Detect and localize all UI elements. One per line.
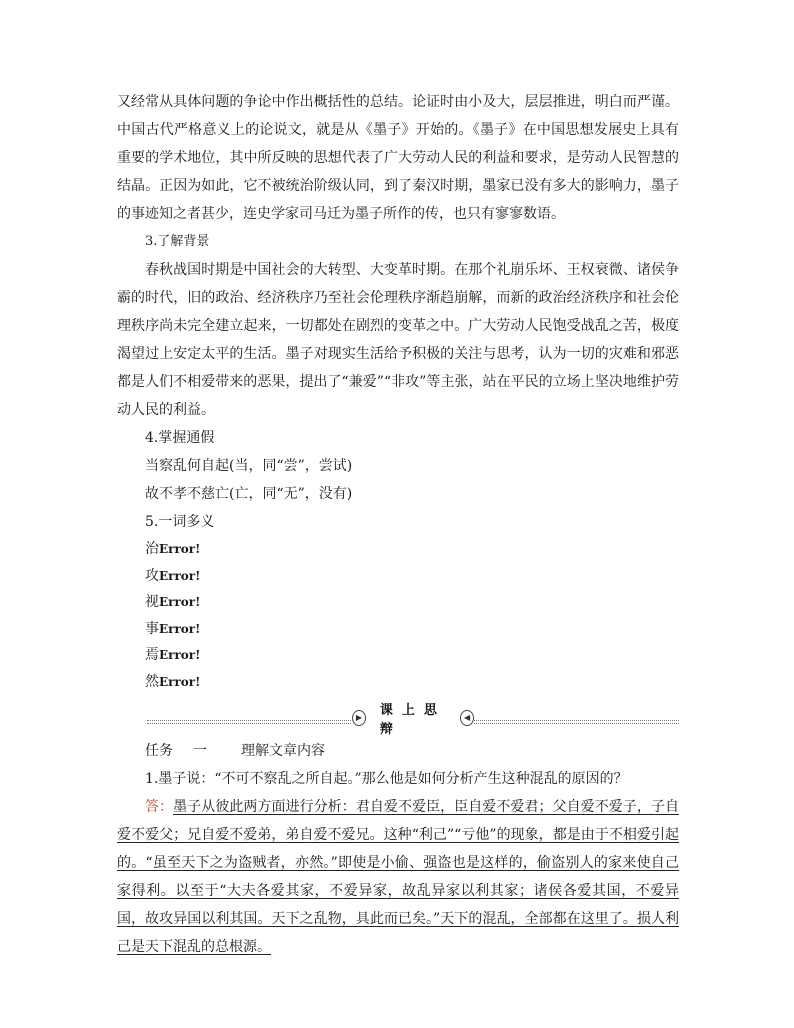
polysemy-char: 视 xyxy=(145,594,159,610)
background-paragraph: 春秋战国时期是中国社会的大转型、大变革时期。在那个礼崩乐坏、王权衰微、诸侯争霸的时代，旧的政治、经济秩序乃至社会伦理秩序渐趋崩解，而新的政治经济秩序和社会伦理秩序尚未完全建立起来，一切都处在剧烈的变革之中。广大劳动人民饱受战乱之苦，极度渴望过上安定太平的生活。墨子对现实生活给予积极的关注与思考，认为一切的灾难和邪恶都是人们不相爱带来的恶果，提出了“兼爱”“非攻”等主张，站在平民的立场上坚决地维护劳动人民的利益。 xyxy=(117,262,679,418)
polysemy-item xyxy=(117,642,679,669)
answer-text: 墨子从彼此两方面进行分析：君自爱不爱臣，臣自爱不爱君；父自爱不爱子，子自爱不爱父；兄自爱不爱弟，弟自爱不爱兄。这种“利己”“亏他”的现象，都是由于不相爱引起的。“虽至天下之为盗贼者，亦然。”即使是小偷、强盗也是这样的，偷盗别人的家来使自己家得利。以至于“大夫各爱其家，不爱异家，故乱异家以利其家；诸侯各爱其国，不爱异国，故攻异国以利其国。天下之乱物，具此而已矣。”天下的混乱，全部都在这里了。损人利己是天下混乱的总根源。 xyxy=(117,799,679,955)
polysemy-char: 事 xyxy=(145,620,159,637)
task-title: 理解文章内容 xyxy=(241,743,325,759)
error-text: Error! xyxy=(159,621,201,636)
intro-paragraph: 又经常从具体问题的争论中作出概括性的总结。论证时由小及大，层层推进，明白而严谨。中国古代严格意义上的论说文，就是从《墨子》开始的。《墨子》在中国思想发展史上具有重要的学术地位，其中所反映的思想代表了广大劳动人民的利益和要求，是劳动人民智慧的结晶。正因为如此，它不被统治阶级认同，到了秦汉时期，墨家已没有多大的影响力，墨子的事迹知之者甚少，连史学家司马迁为墨子所作的传，也只有寥寥数语。 xyxy=(117,94,679,222)
section-badge-label: 课上思辩 xyxy=(379,703,446,737)
document-body xyxy=(117,88,679,961)
tongjia-line: 故不孝不慈亡(亡，同“无”，没有) xyxy=(145,486,353,502)
error-text: Error! xyxy=(159,542,201,556)
polysemy-char: 攻 xyxy=(145,567,159,584)
answer-label: 答： xyxy=(145,799,174,815)
polysemy-item xyxy=(117,536,679,563)
arrow-right-icon: ▶ xyxy=(352,710,366,726)
question: 1.墨子说：“不可不察乱之所自起。”那么他是如何分析产生这种混乱的原因的？ xyxy=(145,771,628,787)
heading-tongjia: 4.掌握通假 xyxy=(145,430,215,446)
task-label: 任务 xyxy=(145,743,173,759)
error-text: Error! xyxy=(159,568,201,583)
section-badge xyxy=(352,703,474,737)
task-heading xyxy=(117,737,679,765)
tongjia-line: 当察乱何自起(当，同“尝”，尝试) xyxy=(145,458,353,474)
answer-block xyxy=(117,793,679,961)
polysemy-char: 治 xyxy=(145,541,159,557)
polysemy-item xyxy=(117,669,679,696)
polysemy-item xyxy=(117,563,679,590)
arrow-left-icon: ◀ xyxy=(460,710,474,726)
polysemy-list xyxy=(117,536,679,695)
heading-polysemy: 5.一词多义 xyxy=(145,514,215,530)
error-text: Error! xyxy=(159,648,201,662)
error-text: Error! xyxy=(159,595,201,609)
section-divider xyxy=(117,697,679,737)
error-text: Error! xyxy=(159,674,201,689)
heading-background: 3.了解背景 xyxy=(145,234,210,249)
polysemy-char: 焉 xyxy=(145,647,159,663)
polysemy-item xyxy=(117,589,679,616)
polysemy-char: 然 xyxy=(145,673,159,690)
polysemy-item xyxy=(117,616,679,643)
task-number: 一 xyxy=(193,743,207,759)
